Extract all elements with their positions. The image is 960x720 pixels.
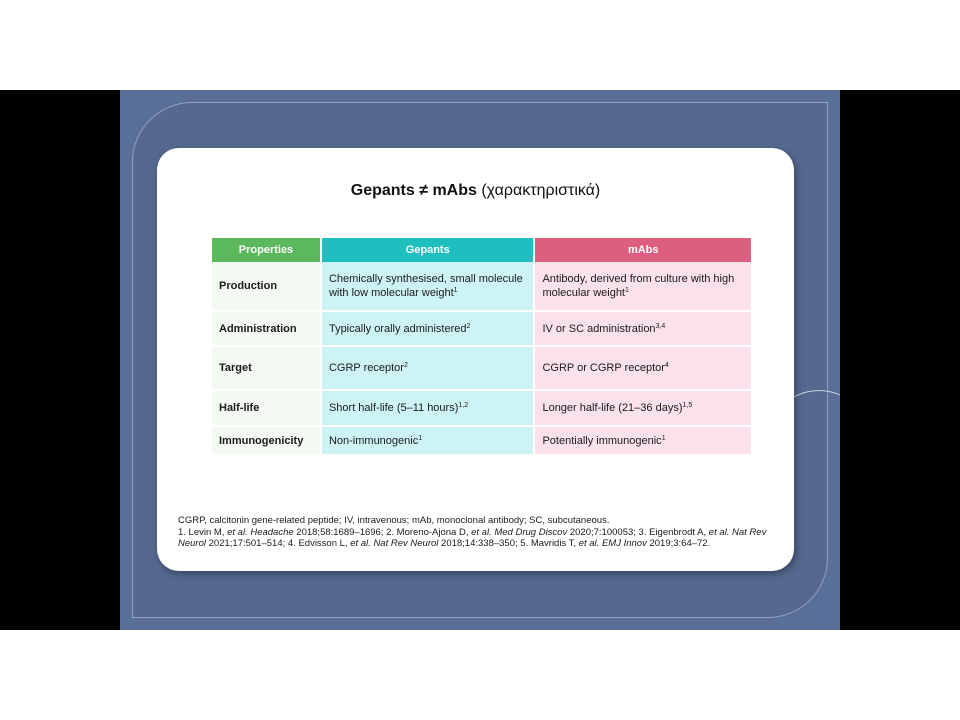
row-gepants: Non-immunogenic$^1$ [321,426,535,455]
row-property: Half-life [212,390,321,426]
row-gepants: Typically orally administered$^2$ [321,311,535,346]
row-mabs: CGRP or CGRP receptor$^4$ [534,346,751,390]
row-mabs: IV or SC administration$^{3,4}$ [534,311,751,346]
slide-title-bold: Gepants ≠ mAbs [350,182,477,199]
row-property: Immunogenicity [212,426,321,455]
footnotes [178,515,778,550]
row-gepants: Short half-life (5–11 hours)$^{1,2}$ [321,390,535,426]
row-mabs: Antibody, derived from culture with high molecular weight$^1$ [534,262,751,311]
table-row [212,311,751,346]
header-gepants: Gepants [321,238,535,262]
row-gepants: CGRP receptor$^2$ [321,346,535,390]
row-mabs: Potentially immunogenic$^1$ [534,426,751,455]
header-mabs: mAbs [534,238,751,262]
comparison-table [212,238,751,456]
references-list: 1. Levin M, et al. Headache 2018;58:1689–1696; 2. Moreno-Ajona D, et al. Med Drug Discov 2020;7:100053; 3. Eigenbrodt A, et al. Nat Rev Neurol 2021;17:501–514; 4. Edvisson L, et al. Nat Rev Neurol 2018;14:338–350; 5. Mavridis T, et al. EMJ Innov 2019;3:64–72. [178,526,767,549]
presentation-slide [120,90,840,630]
table-row [212,390,751,426]
header-properties: Properties [212,238,321,262]
abbreviations-note: CGRP, calcitonin gene-related peptide; IV, intravenous; mAb, monoclonal antibody; SC, subcutaneous. [178,515,610,526]
table-row [212,346,751,390]
slide-title-rest: (χαρακτηριστικά) [481,182,601,199]
table-row [212,426,751,455]
row-property: Target [212,346,321,390]
slide-title [157,182,794,200]
row-property: Production [212,262,321,311]
row-mabs: Longer half-life (21–36 days)$^{1,5}$ [534,390,751,426]
table-row [212,262,751,311]
row-gepants: Chemically synthesised, small molecule with low molecular weight$^1$ [321,262,535,311]
row-property: Administration [212,311,321,346]
table-header-row [212,238,751,262]
content-card [157,148,794,571]
